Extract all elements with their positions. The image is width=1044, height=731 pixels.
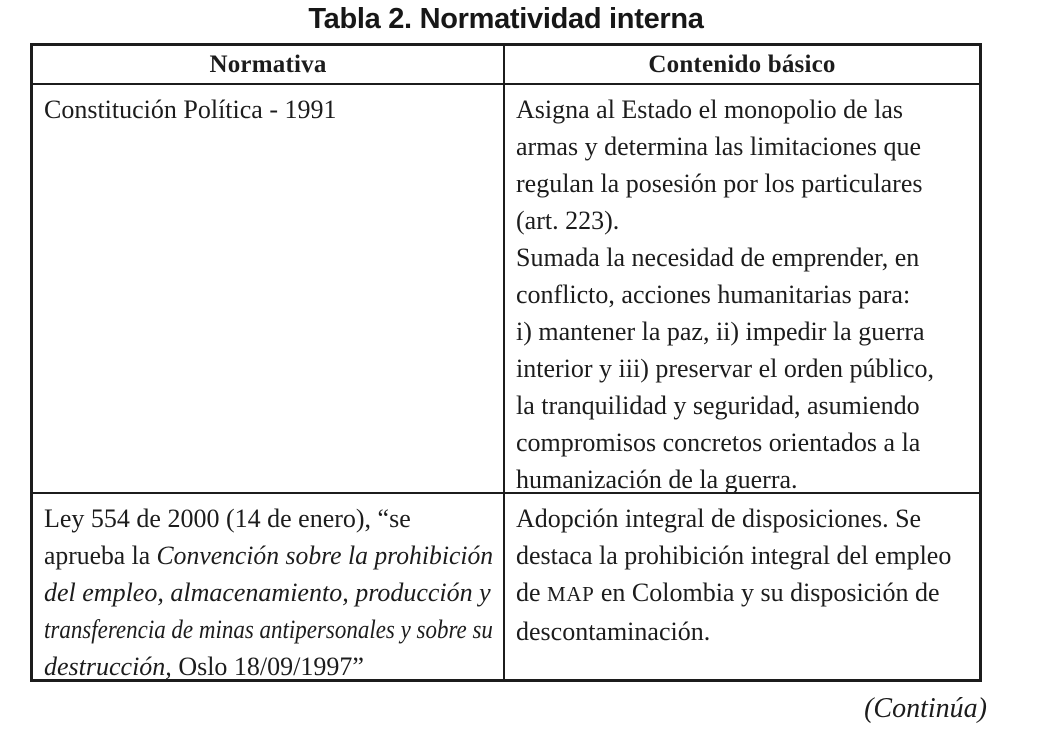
text-line: i) mantener la paz, ii) impedir la guerra	[516, 317, 925, 346]
text-line	[44, 537, 494, 574]
text-segment-smallcaps: MAP	[547, 582, 595, 606]
cell-row2-normativa	[33, 494, 505, 679]
cell-row2-contenido	[505, 494, 979, 679]
text-line: Sumada la necesidad de emprender, en	[516, 243, 920, 272]
normatividad-table	[30, 43, 982, 682]
text-segment: Ley 554 de 2000 (14 de enero), “se	[44, 504, 411, 533]
cell-row1-normativa	[33, 85, 505, 494]
text-line: destaca la prohibición integral del empleo	[516, 541, 952, 570]
text-segment: en Colombia y su disposición de	[594, 578, 940, 607]
text-line: armas y determina las limitaciones que	[516, 132, 922, 161]
table-title: Tabla 2. Normatividad interna	[308, 3, 704, 35]
column-header-contenido-label: Contenido básico	[648, 50, 836, 78]
text-line: Adopción integral de disposiciones. Se	[516, 504, 922, 533]
text-line: compromisos concretos orientados a la	[516, 428, 921, 457]
text-line: Constitución Política - 1991	[44, 95, 337, 124]
text-line: del empleo, almacenamiento, producción y	[44, 578, 491, 607]
text-segment: de	[516, 578, 548, 607]
text-line: Asigna al Estado el monopolio de las	[516, 95, 904, 124]
text-segment: Oslo 18/09/1997”	[171, 652, 364, 679]
text-line: humanización de la guerra.	[516, 465, 798, 494]
text-line: descontaminación.	[516, 617, 711, 646]
column-header-normativa	[33, 46, 505, 85]
text-line: la tranquilidad y seguridad, asumiendo	[516, 391, 920, 420]
text-line	[44, 500, 493, 537]
text-line	[516, 574, 969, 613]
text-line: (art. 223).	[516, 206, 620, 235]
text-line: interior y iii) preservar el orden público,	[516, 354, 935, 383]
column-header-contenido	[505, 46, 979, 85]
column-header-normativa-label: Normativa	[209, 50, 327, 78]
text-segment-italic: Convención sobre la prohibición	[156, 541, 494, 570]
cell-row1-contenido	[505, 85, 979, 494]
text-segment-italic: destrucción,	[44, 652, 172, 679]
text-line: transferencia de minas antipersonales y sobre su	[44, 615, 493, 644]
text-line: regulan la posesión por los particulares	[516, 169, 923, 198]
continuation-note: (Continúa)	[864, 693, 987, 724]
text-line	[44, 648, 493, 679]
text-segment: aprueba la	[44, 541, 157, 570]
text-line: conflicto, acciones humanitarias para:	[516, 280, 911, 309]
